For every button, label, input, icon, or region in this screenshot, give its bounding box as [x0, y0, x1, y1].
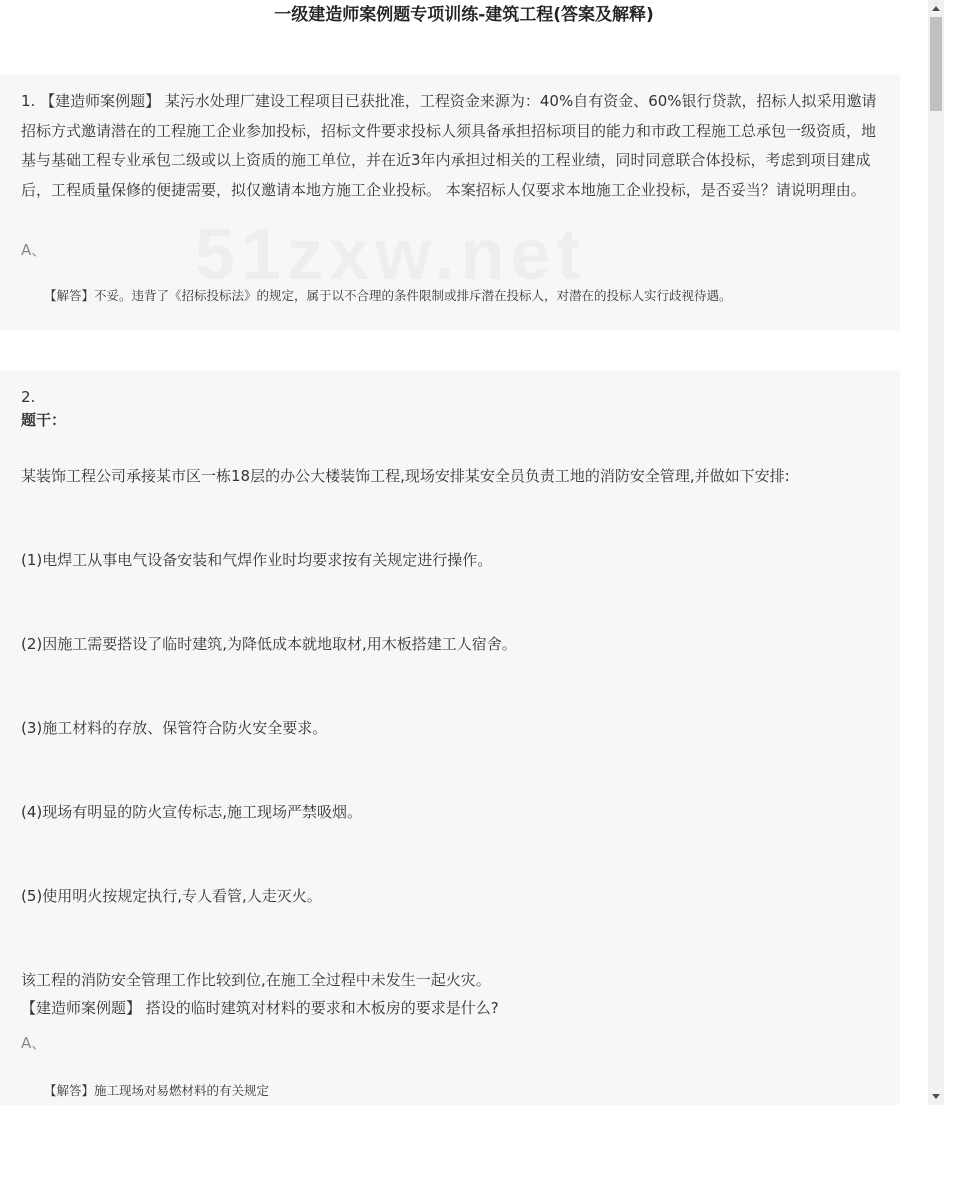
scroll-up-arrow-icon[interactable]	[928, 0, 944, 17]
question-2-stem-line: 某装饰工程公司承接某市区一栋18层的办公大楼装饰工程,现场安排某安全员负责工地的消防安全管理,并做如下安排:	[21, 467, 790, 485]
scrollbar-thumb[interactable]	[930, 17, 942, 111]
question-2-stem-label: 题干：	[21, 411, 67, 429]
question-2-stem-line: (1)电焊工从事电气设备安装和气焊作业时均要求按有关规定进行操作。	[21, 551, 493, 569]
vertical-scrollbar[interactable]	[928, 0, 944, 1105]
question-1-option-a[interactable]: A、	[21, 241, 47, 259]
page-title: 一级建造师案例题专项训练-建筑工程(答案及解释)	[274, 5, 654, 25]
question-2-stem-line: 该工程的消防安全管理工作比较到位,在施工全过程中未发生一起火灾。	[21, 971, 491, 989]
watermark-logo	[195, 214, 586, 296]
question-card-1	[0, 74, 900, 330]
question-1-text: 【建造师案例题】 某污水处理厂建设工程项目已获批准，工程资金来源为：40%自有资金、60%银行贷款，招标人拟采用邀请招标方式邀请潜在的工程施工企业参加投标，招标文件要求投标人须具备承担招标项目的能力和市政工程施工总承包一级资质，地基与基础工程专业承包二级或以上资质的施工单位，并在近3年内承担过相关的工程业绩，同时同意联合体投标，考虑到项目建成后，工程质量保修的便捷需要，拟仅邀请本地方施工企业投标。 本案招标人仅要求本地施工企业投标，是否妥当？请说明理由。	[21, 92, 877, 199]
question-2-stem-line: (4)现场有明显的防火宣传标志,施工现场严禁吸烟。	[21, 803, 363, 821]
scroll-down-arrow-icon[interactable]	[928, 1088, 944, 1105]
question-2-stem-line: (3)施工材料的存放、保管符合防火安全要求。	[21, 719, 328, 737]
question-2-option-a[interactable]: A、	[21, 1034, 47, 1052]
question-1-stem	[21, 87, 887, 205]
question-2-question: 【建造师案例题】 搭设的临时建筑对材料的要求和木板房的要求是什么?	[21, 999, 499, 1017]
question-2-stem-line: (5)使用明火按规定执行,专人看管,人走灭火。	[21, 887, 322, 905]
question-1-answer: 【解答】不妥。违背了《招标投标法》的规定，属于以不合理的条件限制或排斥潜在投标人，对潜在的投标人实行歧视待遇。	[44, 288, 732, 303]
question-2-answer: 【解答】施工现场对易燃材料的有关规定	[44, 1083, 270, 1098]
question-1-number: 1.	[21, 92, 36, 110]
question-2-stem-line: (2)因施工需要搭设了临时建筑,为降低成本就地取材,用木板搭建工人宿舍。	[21, 635, 517, 653]
question-card-2	[0, 370, 900, 1105]
question-2-number: 2.	[21, 388, 36, 406]
